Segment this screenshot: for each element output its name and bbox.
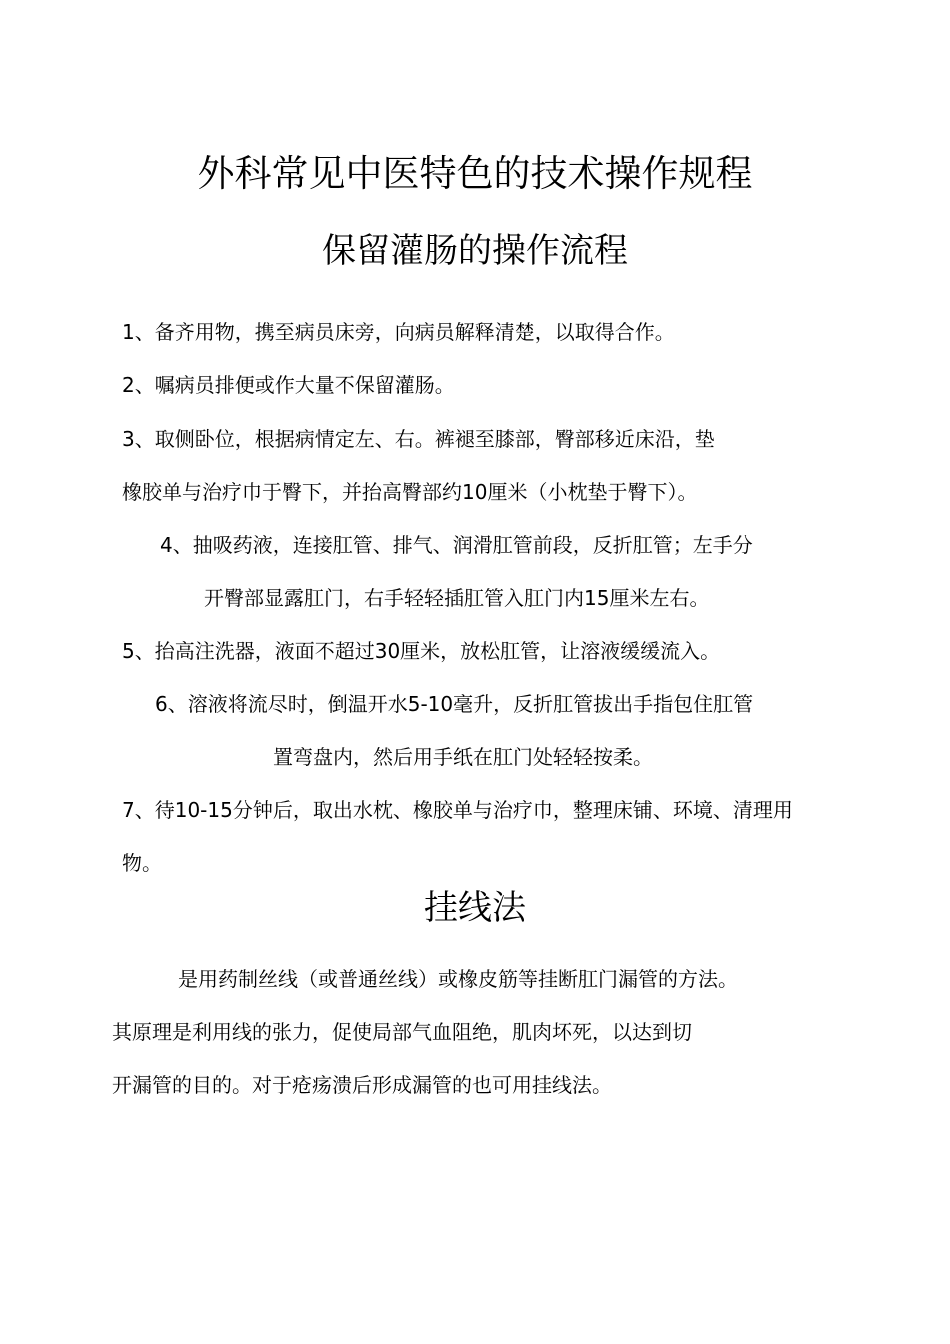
- step-line: 4、抽吸药液，连接肛管、排气、润滑肛管前段，反折肛管；左手分: [160, 533, 753, 557]
- step-line: 橡胶单与治疗巾于臀下，并抬高臀部约10厘米（小枕垫于臀下）。: [122, 480, 698, 504]
- step-line: 3、取侧卧位，根据病情定左、右。裤褪至膝部，臀部移近床沿，垫: [122, 427, 715, 451]
- step-line: 置弯盘内，然后用手纸在肛门处轻轻按柔。: [273, 745, 653, 769]
- document-title: 外科常见中医特色的技术操作规程: [197, 152, 753, 195]
- step-line: 2、嘱病员排便或作大量不保留灌肠。: [122, 373, 455, 397]
- step-line: 5、抬高注洗器，液面不超过30厘米，放松肛管，让溶液缓缓流入。: [122, 639, 721, 663]
- step-line: 6、溶液将流尽时，倒温开水5-10毫升，反折肛管拔出手指包住肛管: [155, 692, 754, 716]
- step-line: 7、待10-15分钟后，取出水枕、橡胶单与治疗巾，整理床铺、环境、清理用: [122, 798, 793, 822]
- step-line: 1、备齐用物，携至病员床旁，向病员解释清楚，以取得合作。: [122, 320, 675, 344]
- section-title: 挂线法: [424, 888, 526, 928]
- section-paragraph-line: 是用药制丝线（或普通丝线）或橡皮筋等挂断肛门漏管的方法。: [178, 967, 738, 991]
- section-paragraph-line: 开漏管的目的。对于疮疡溃后形成漏管的也可用挂线法。: [112, 1073, 612, 1097]
- section-paragraph-line: 其原理是利用线的张力，促使局部气血阻绝，肌肉坏死，以达到切: [112, 1020, 692, 1044]
- step-line: 开臀部显露肛门，右手轻轻插肛管入肛门内15厘米左右。: [204, 586, 710, 610]
- step-line: 物。: [122, 851, 162, 875]
- procedure-title: 保留灌肠的操作流程: [322, 231, 628, 271]
